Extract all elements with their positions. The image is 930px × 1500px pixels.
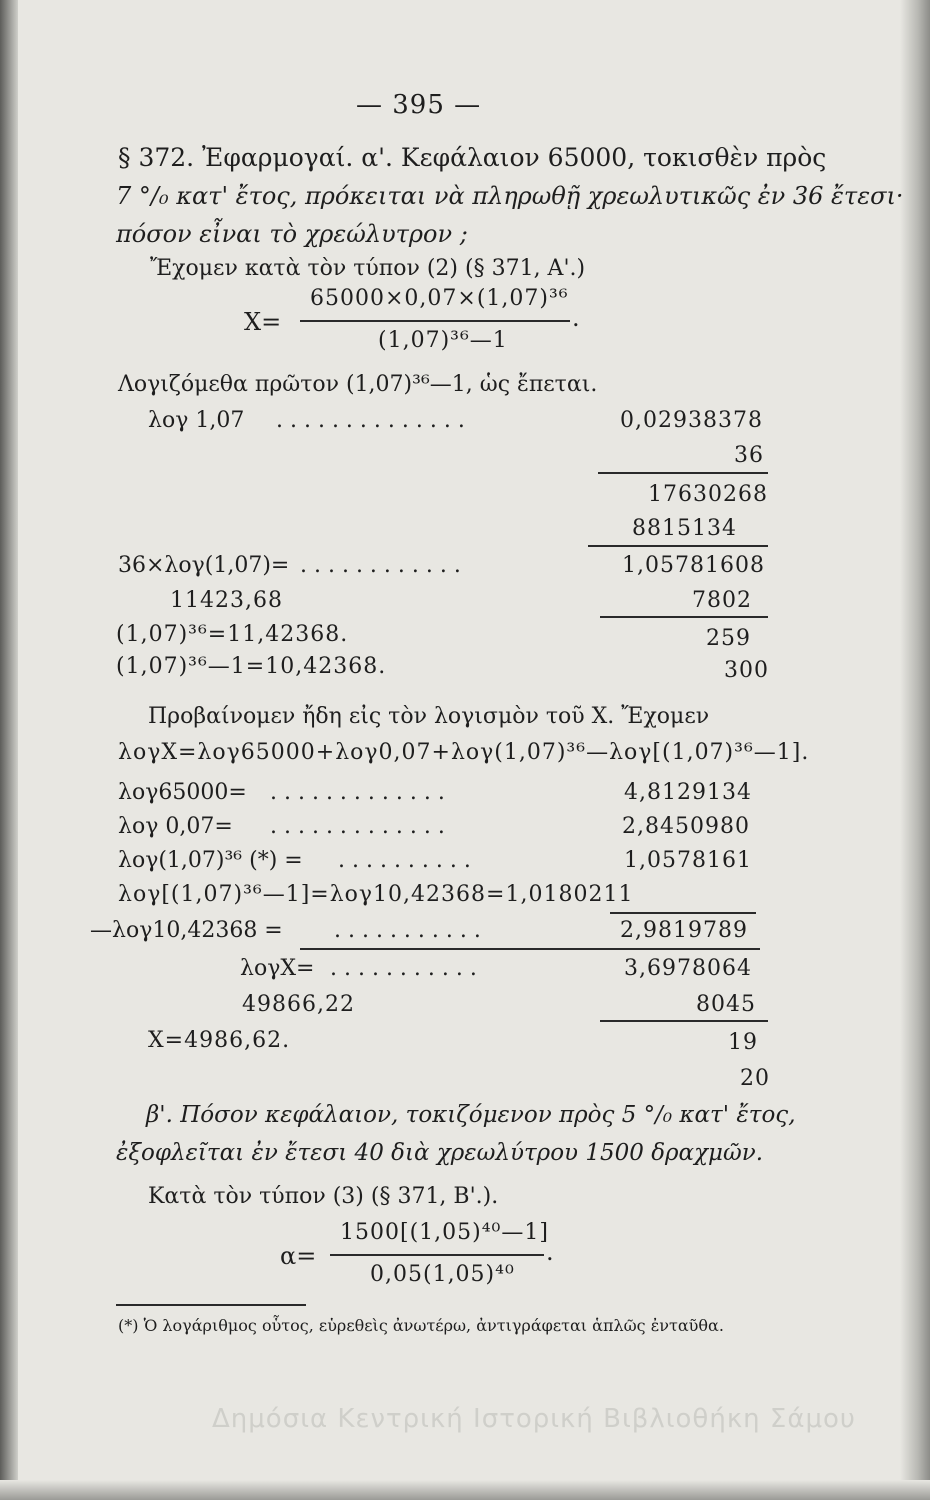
proceed-text: Προβαίνομεν ἤδη εἰς τὸν λογισμὸν τοῦ X. Ἔχομεν xyxy=(148,704,710,729)
calc-value: 4,8129134 xyxy=(624,780,752,805)
section-heading-line-1: § 372. Ἐφαρμογαί. α'. Κεφάλαιον 65000, τοκισθὲν πρὸς xyxy=(118,143,827,172)
calc-dots: . . . . . . . . . . . . xyxy=(300,553,461,578)
calc-label: λογ 0,07= xyxy=(118,814,233,839)
power-diff: 259 xyxy=(706,626,751,651)
calc-dots: . . . . . . . . . . . xyxy=(330,956,477,981)
problem-b-line-2: ἐξοφλεῖται ἐν ἔτεσι 40 διὰ χρεωλύτρου 1500 δραχμῶν. xyxy=(116,1140,764,1166)
calc-dots: . . . . . . . . . . . . . . xyxy=(276,408,465,433)
interpolation-right: 7802 xyxy=(692,588,752,613)
calc-value: 20 xyxy=(740,1066,770,1091)
calc-rule xyxy=(300,948,760,950)
power-minus-one: (1,07)³⁶—1=10,42368. xyxy=(116,654,387,679)
calc-value: 3,6978064 xyxy=(624,956,752,981)
formula-x-lhs: X= xyxy=(244,308,282,336)
calc-rule xyxy=(598,472,768,474)
calc-value: 0,02938378 xyxy=(620,408,763,433)
formula-x-period: . xyxy=(572,304,580,332)
page-left-edge xyxy=(0,0,18,1500)
formula-a-period: . xyxy=(546,1238,554,1266)
power-result: (1,07)³⁶=11,42368. xyxy=(116,622,349,647)
formula-x-fraction-bar xyxy=(300,320,570,322)
formula-x-denominator: (1,07)³⁶—1 xyxy=(378,328,508,353)
calc-label: λογ65000= xyxy=(118,780,247,805)
calc-rule xyxy=(600,616,768,618)
calc-label: 49866,22 xyxy=(242,992,355,1017)
interpolation-left: 11423,68 xyxy=(170,588,283,613)
calc-label: λογ(1,07)³⁶ (*) = xyxy=(118,848,303,873)
calc-label: λογ 1,07 xyxy=(148,408,245,433)
calc-label: λογX= xyxy=(240,956,315,981)
page-right-edge xyxy=(900,0,930,1500)
formula-a-fraction-bar xyxy=(330,1254,544,1256)
calc-dots: . . . . . . . . . . . xyxy=(334,918,481,943)
formula-a-lhs: α= xyxy=(280,1242,317,1270)
power-minus-diff: 300 xyxy=(724,658,769,683)
footnote-rule xyxy=(116,1304,306,1306)
footnote: (*) Ὁ λογάριθμος οὗτος, εὑρεθεὶς ἀνωτέρω, ἀντιγράφεται ἁπλῶς ἐνταῦθα. xyxy=(118,1316,724,1335)
compute-intro: Λογιζόμεθα πρῶτον (1,07)³⁶—1, ὡς ἔπεται. xyxy=(118,372,598,397)
calc-value: 2,8450980 xyxy=(622,814,750,839)
calc-rule xyxy=(610,912,756,914)
calc-value: 19 xyxy=(728,1030,758,1055)
library-watermark: Δημόσια Κεντρική Ιστορική Βιβλιοθήκη Σάμου xyxy=(212,1404,856,1434)
calc-label: λογ[(1,07)³⁶—1]=λογ10,42368=1,0180211 xyxy=(118,882,634,907)
problem-b-intro: Κατὰ τὸν τύπον (3) (§ 371, B'.). xyxy=(148,1184,499,1209)
log-equation: λογX=λογ65000+λογ0,07+λογ(1,07)³⁶—λογ[(1,07)³⁶—1]. xyxy=(118,740,810,765)
calc-dots: . . . . . . . . . . xyxy=(338,848,471,873)
result-x: X=4986,62. xyxy=(148,1028,291,1053)
calc-label: —λογ10,42368 = xyxy=(90,918,283,943)
formula-intro: Ἔχομεν κατὰ τὸν τύπον (2) (§ 371, A'.) xyxy=(150,256,586,281)
calc-rule xyxy=(588,545,768,547)
calc-value: 17630268 xyxy=(648,482,768,507)
formula-a-numerator: 1500[(1,05)⁴⁰—1] xyxy=(340,1220,549,1245)
calc-dots: . . . . . . . . . . . . . xyxy=(270,814,445,839)
calc-rule xyxy=(600,1020,768,1022)
calc-value: 1,0578161 xyxy=(624,848,752,873)
calc-value: 8815134 xyxy=(632,516,737,541)
problem-b-line-1: β'. Πόσον κεφάλαιον, τοκιζόμενον πρὸς 5 °/₀ κατ' ἔτος, xyxy=(146,1102,796,1128)
calc-value: 36 xyxy=(734,443,764,468)
calc-value: 2,9819789 xyxy=(620,918,748,943)
calc-dots: . . . . . . . . . . . . . xyxy=(270,780,445,805)
calc-label: 36×λογ(1,07)= xyxy=(118,553,290,578)
page-number: — 395 — xyxy=(356,90,482,120)
section-heading-line-3: πόσον εἶναι τὸ χρεώλυτρον ; xyxy=(116,220,468,248)
calc-value: 1,05781608 xyxy=(622,553,765,578)
calc-value: 8045 xyxy=(696,992,756,1017)
formula-a-denominator: 0,05(1,05)⁴⁰ xyxy=(370,1262,515,1287)
section-heading-line-2: 7 °/₀ κατ' ἔτος, πρόκειται νὰ πληρωθῇ χρεωλυτικῶς ἐν 36 ἔτεσι· xyxy=(116,182,904,210)
formula-x-numerator: 65000×0,07×(1,07)³⁶ xyxy=(310,286,569,311)
page-bottom-edge xyxy=(0,1480,930,1500)
